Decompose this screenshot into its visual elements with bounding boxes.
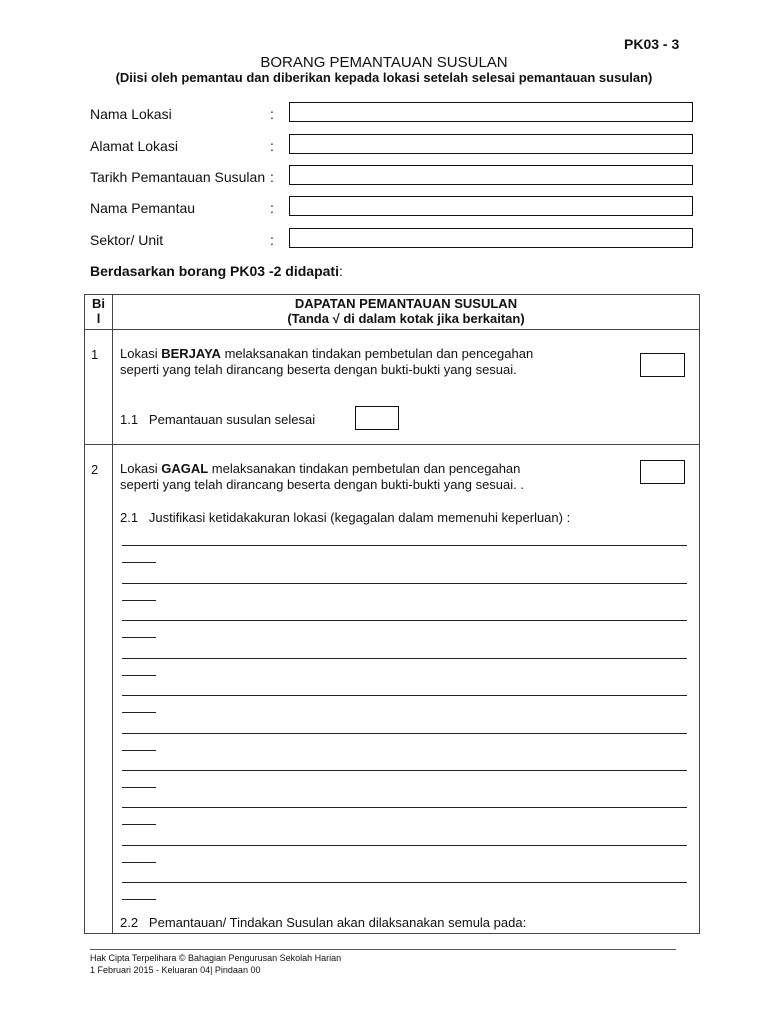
header-bil — [85, 296, 112, 326]
berjaya-checkbox[interactable] — [640, 353, 685, 377]
justification-line[interactable] — [122, 545, 687, 546]
based-on-colon: : — [338, 263, 343, 279]
justification-line[interactable] — [122, 658, 687, 659]
findings-table — [84, 294, 700, 934]
nama-pemantau-input[interactable] — [289, 196, 693, 216]
doc-code: PK03 - 3 — [624, 36, 680, 52]
form-subtitle: (Diisi oleh pemantau dan diberikan kepada lokasi setelah selesai pemantauan susulan) — [115, 70, 653, 85]
justification-line-tail — [122, 637, 156, 638]
justification-line[interactable] — [122, 807, 687, 808]
based-on-statement — [90, 263, 343, 279]
field-label: Nama Pemantau — [90, 200, 196, 216]
item-line2: seperti yang telah dirancang beserta dengan bukti-bukti yang sesuai. — [120, 362, 517, 377]
item-number: 1 — [91, 347, 99, 362]
justification-line-tail — [122, 787, 156, 788]
footer-version: 1 Februari 2015 - Keluaran 04| Pindaan 00 — [90, 965, 261, 975]
justification-line[interactable] — [122, 770, 687, 771]
justification-line[interactable] — [122, 882, 687, 883]
sub-item-2-2 — [120, 915, 526, 930]
gagal-checkbox[interactable] — [640, 460, 685, 484]
field-colon: : — [270, 138, 274, 154]
justification-line[interactable] — [122, 583, 687, 584]
sub-label: Pemantauan susulan selesai — [148, 412, 316, 427]
footer-copyright: Hak Cipta Terpelihara © Bahagian Pengurusan Sekolah Harian — [90, 953, 342, 963]
justification-line-tail — [122, 712, 156, 713]
field-colon: : — [270, 106, 274, 122]
based-on-text: Berdasarkan borang PK03 -2 didapati — [90, 263, 339, 279]
sub-number: 2.1 — [120, 510, 139, 525]
item-emphasis: BERJAYA — [161, 346, 221, 361]
header-divider — [85, 329, 699, 330]
item-number: 2 — [91, 462, 99, 477]
justification-line-tail — [122, 562, 156, 563]
nama-lokasi-input[interactable] — [289, 102, 693, 122]
item-line1-rest: melaksanakan tindakan pembetulan dan pencegahan — [220, 346, 534, 361]
item-line2: seperti yang telah dirancang beserta dengan bukti-bukti yang sesuai. . — [120, 477, 524, 492]
item-emphasis: GAGAL — [161, 461, 209, 476]
justification-line-tail — [122, 600, 156, 601]
header-bil-line1: Bi — [92, 296, 105, 311]
header-bil-line2: l — [96, 311, 101, 326]
tarikh-pemantauan-input[interactable] — [289, 165, 693, 185]
justification-line-tail — [122, 899, 156, 900]
column-divider — [112, 295, 113, 933]
item-line1-rest: melaksanakan tindakan pembetulan dan pencegahan — [208, 461, 521, 476]
item-1-text — [120, 346, 590, 378]
field-colon: : — [270, 200, 274, 216]
justification-line[interactable] — [122, 695, 687, 696]
field-label: Tarikh Pemantauan Susulan — [90, 169, 266, 185]
alamat-lokasi-input[interactable] — [289, 134, 693, 154]
justification-line[interactable] — [122, 845, 687, 846]
sub-item-1-1 — [120, 412, 315, 427]
field-colon: : — [270, 169, 274, 185]
footer-divider — [90, 949, 676, 950]
field-label: Nama Lokasi — [90, 106, 172, 122]
header-title-text: DAPATAN PEMANTAUAN SUSULAN — [294, 296, 518, 311]
field-colon: : — [270, 232, 274, 248]
sub-label: Pemantauan/ Tindakan Susulan akan dilaksanakan semula pada: — [148, 915, 527, 930]
sub-number: 2.2 — [120, 915, 139, 930]
field-label: Sektor/ Unit — [90, 232, 164, 248]
form-title: BORANG PEMANTAUAN SUSULAN — [260, 54, 508, 71]
sub-number: 1.1 — [120, 412, 139, 427]
field-label: Alamat Lokasi — [90, 138, 178, 154]
row-divider — [85, 444, 699, 445]
justification-line[interactable] — [122, 733, 687, 734]
item-2-text — [120, 461, 590, 493]
header-note: (Tanda √ di dalam kotak jika berkaitan) — [287, 311, 525, 326]
item-prefix: Lokasi — [120, 461, 162, 476]
justification-line-tail — [122, 824, 156, 825]
header-title — [113, 296, 699, 326]
justification-line-tail — [122, 862, 156, 863]
justification-line[interactable] — [122, 620, 687, 621]
justification-line-tail — [122, 675, 156, 676]
sektor-unit-input[interactable] — [289, 228, 693, 248]
sub-item-2-1 — [120, 510, 570, 525]
sub-label: Justifikasi ketidakakuran lokasi (kegagalan dalam memenuhi keperluan) : — [148, 510, 571, 525]
item-prefix: Lokasi — [120, 346, 162, 361]
justification-line-tail — [122, 750, 156, 751]
pemantauan-selesai-checkbox[interactable] — [355, 406, 399, 430]
